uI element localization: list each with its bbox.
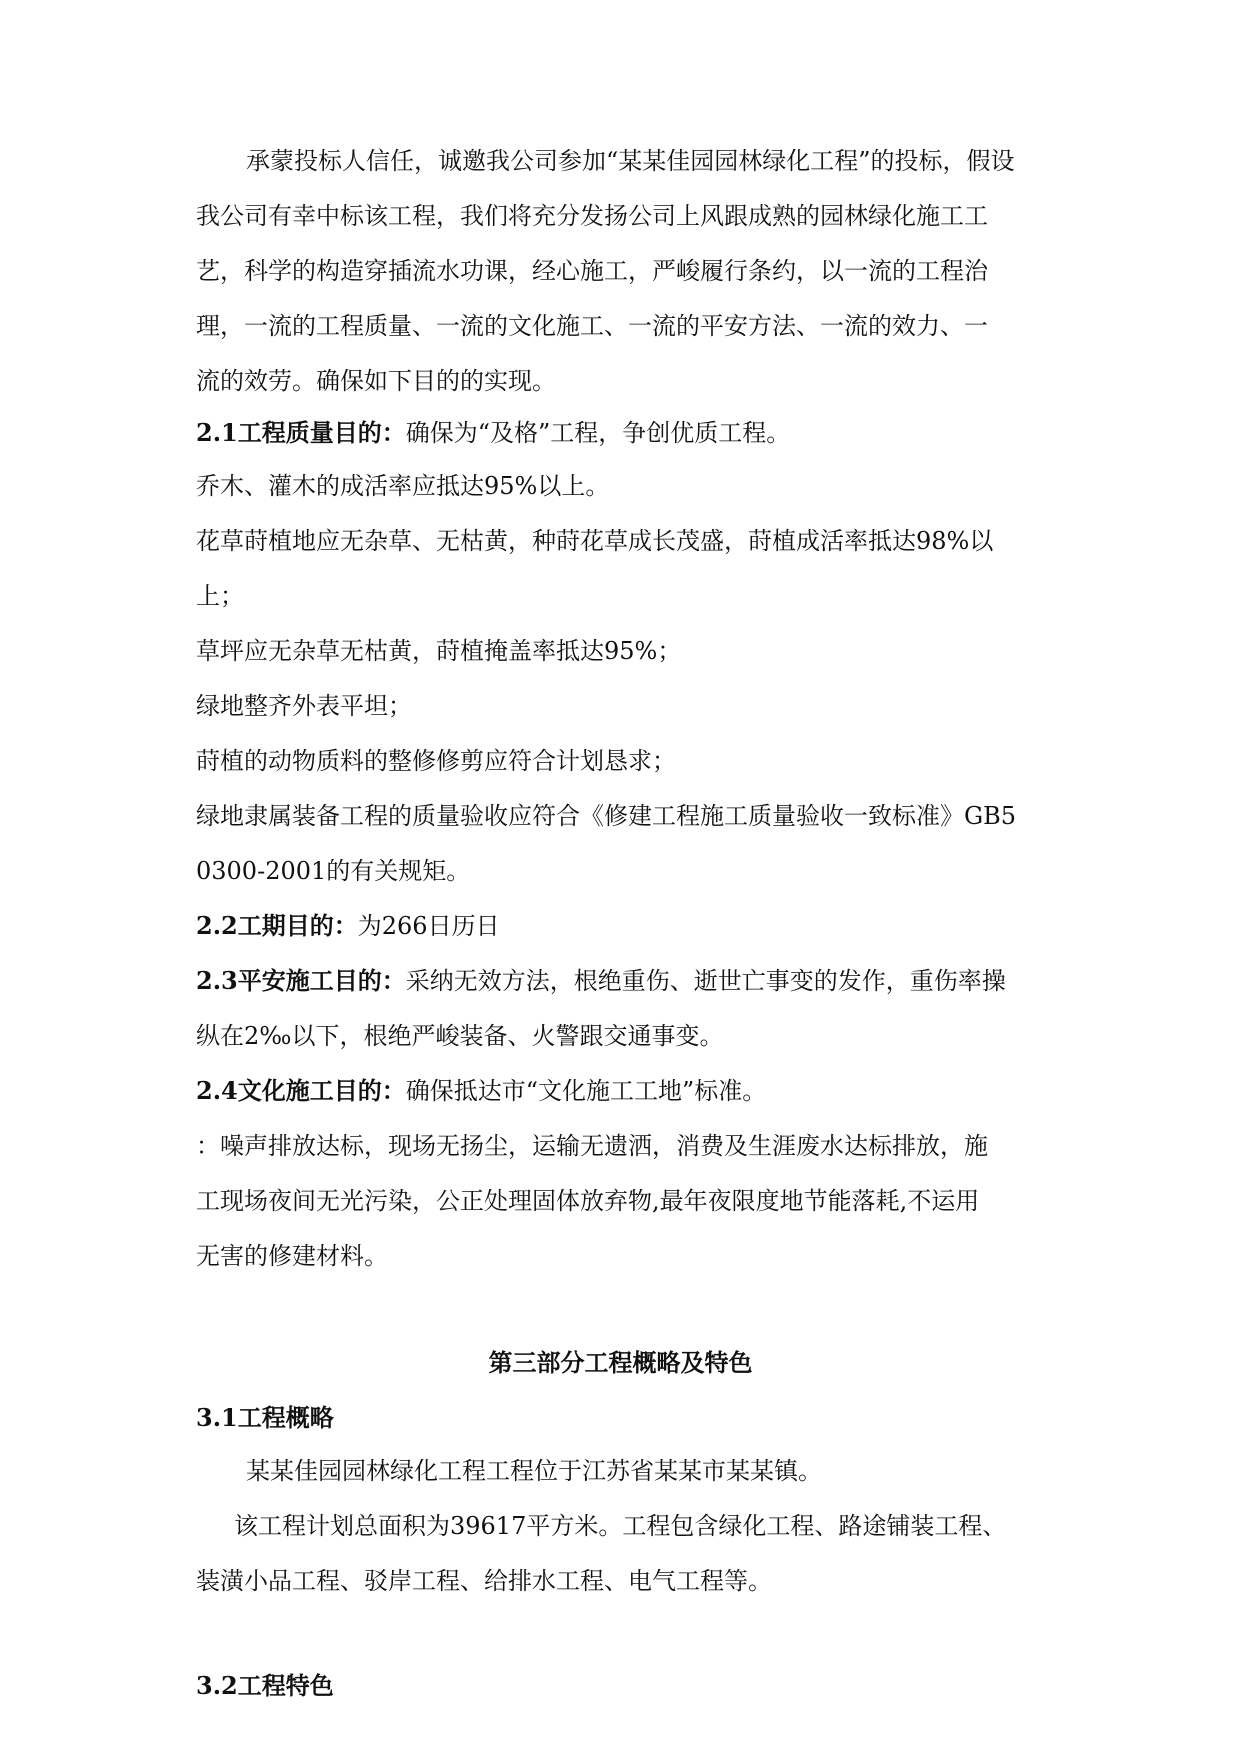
safety-goal-text: 采纳无效方法，根绝重伤、逝世亡事变的发作，重伤率操 [405, 967, 1006, 995]
quality-item: 莳植的动物质料的整修修剪应符合计划恳求； [196, 747, 676, 775]
part3-title: 第三部分工程概略及特色 [488, 1348, 753, 1377]
safety-goal-cont: 纵在2‰以下，根绝严峻装备、火警跟交通事变。 [196, 1022, 724, 1050]
civil-construction-line: 工现场夜间无光污染，公正处理固体放弃物,最年夜限度地节能落耗,不运用 [196, 1187, 980, 1215]
quality-item: 上； [196, 582, 244, 610]
intro-line: 流的效劳。确保如下目的的实现。 [196, 367, 556, 395]
quality-item: 花草莳植地应无杂草、无枯黄，种莳花草成长茂盛，莳植成活率抵达98%以 [196, 527, 994, 555]
quality-goal [196, 418, 790, 448]
civil-construction-goal [196, 1076, 766, 1106]
civil-construction-line: 无害的修建材料。 [196, 1242, 388, 1270]
civil-construction-line: ：噪声排放达标，现场无扬尘，运输无遗洒，消费及生涯废水达标排放，施 [196, 1132, 988, 1160]
overview-line: 某某佳园园林绿化工程工程位于江苏省某某市某某镇。 [246, 1457, 822, 1485]
intro-line: 艺，科学的构造穿插流水功课，经心施工，严峻履行条约，以一流的工程治 [196, 257, 988, 285]
intro-line: 我公司有幸中标该工程，我们将充分发扬公司上风跟成熟的园林绿化施工工 [196, 202, 988, 230]
schedule-goal [196, 911, 500, 941]
quality-item: 绿地整齐外表平坦； [196, 692, 412, 720]
overview-line: 该工程计划总面积为39617平方米。工程包含绿化工程、路途铺装工程、 [234, 1512, 1007, 1540]
overview-line: 装潢小品工程、驳岸工程、给排水工程、电气工程等。 [196, 1567, 772, 1595]
schedule-goal-text: 为266日历日 [357, 912, 500, 940]
intro-line: 承蒙投标人信任，诚邀我公司参加“某某佳园园林绿化工程”的投标，假设 [246, 147, 1015, 175]
civil-construction-goal-text: 确保抵达市“文化施工工地”标准。 [405, 1077, 767, 1105]
quality-item: 绿地隶属装备工程的质量验收应符合《修建工程施工质量验收一致标准》GB5 [196, 802, 1017, 830]
section-3-1-heading: 3.1工程概略 [196, 1403, 334, 1432]
quality-item: 乔木、灌木的成活率应抵达95%以上。 [196, 472, 610, 500]
safety-goal-label: 2.3平安施工目的： [196, 966, 406, 995]
quality-item: 草坪应无杂草无枯黄，莳植掩盖率抵达95%； [196, 637, 682, 665]
safety-goal [196, 966, 1006, 996]
quality-goal-text: 确保为“及格”工程，争创优质工程。 [405, 419, 791, 447]
civil-construction-goal-label: 2.4文化施工目的： [196, 1076, 406, 1105]
quality-item: 0300-2001的有关规矩。 [196, 857, 471, 885]
section-3-2-heading: 3.2工程特色 [196, 1671, 334, 1700]
quality-goal-label: 2.1工程质量目的： [196, 418, 406, 447]
schedule-goal-label: 2.2工期目的： [196, 911, 358, 940]
intro-line: 理，一流的工程质量、一流的文化施工、一流的平安方法、一流的效力、一 [196, 312, 988, 340]
